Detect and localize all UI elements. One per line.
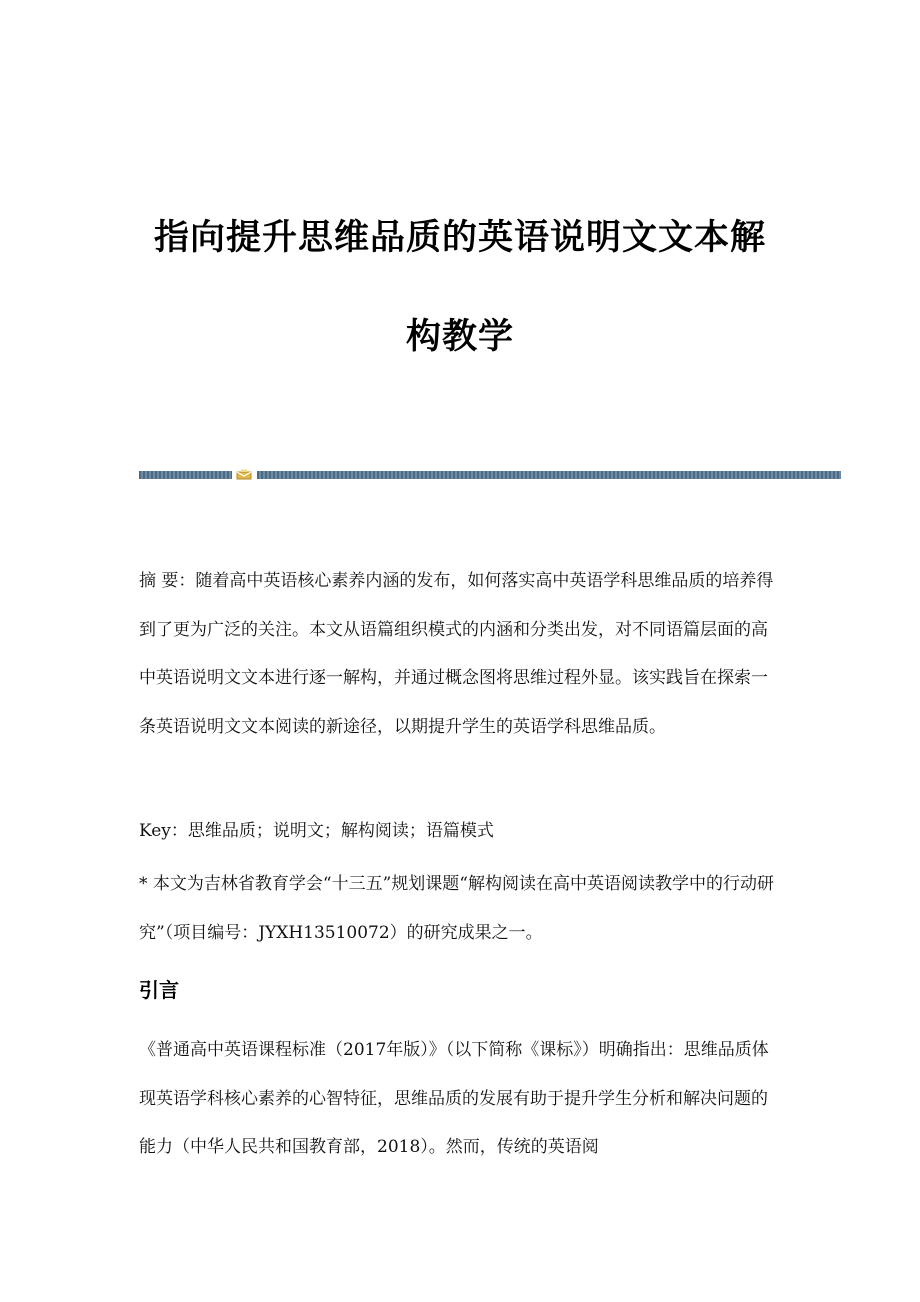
title-divider-left <box>139 471 232 479</box>
introduction-paragraph: 《普通高中英语课程标准（2017年版）》（以下简称《课标》）明确指出：思维品质体现英语学科核心素养的心智特征，思维品质的发展有助于提升学生分析和解决问题的能力（中华人民共和国教育部，2018）。然而，传统的英语阅 <box>139 1040 769 1157</box>
ornament-icon <box>236 469 252 481</box>
document-title-line-1: 指向提升思维品质的英语说明文文本解 <box>153 218 766 258</box>
section-heading-introduction: 引言 <box>139 978 179 1002</box>
funding-note: * 本文为吉林省教育学会“十三五”规划课题“解构阅读在高中英语阅读教学中的行动研究”（项目编号：JYXH13510072）的研究成果之一。 <box>139 874 774 943</box>
title-divider-right <box>257 471 841 479</box>
keywords-line: Key：思维品质；说明文；解构阅读；语篇模式 <box>139 821 494 841</box>
abstract-paragraph: 摘 要：随着高中英语核心素养内涵的发布，如何落实高中英语学科思维品质的培养得到了更为广泛的关注。本文从语篇组织模式的内涵和分类出发，对不同语篇层面的高中英语说明文文本进行逐一解构，并通过概念图将思维过程外显。该实践旨在探索一条英语说明文文本阅读的新途径，以期提升学生的英语学科思维品质。 <box>139 571 774 737</box>
document-title-line-2: 构教学 <box>405 317 514 357</box>
